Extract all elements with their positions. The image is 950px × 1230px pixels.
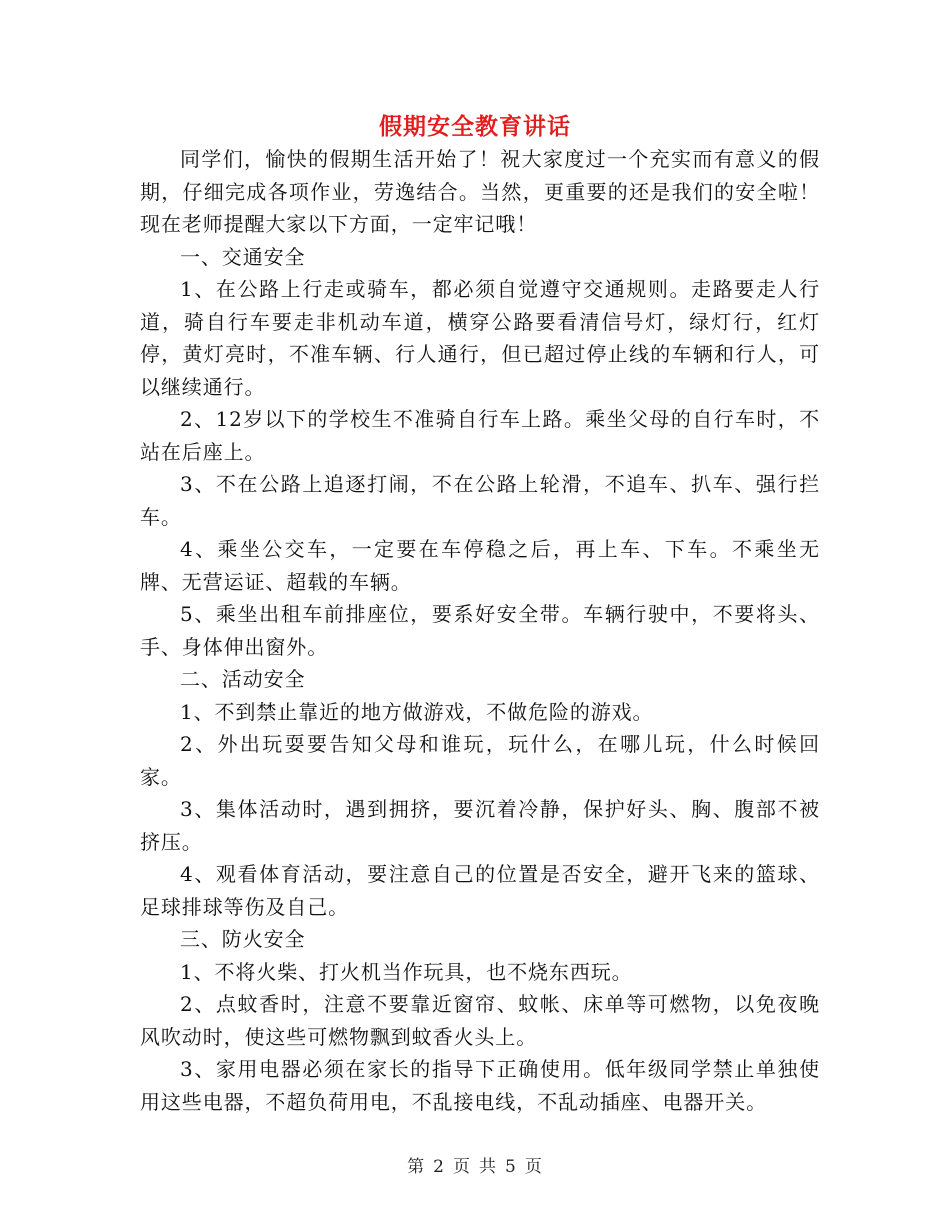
document-title: 假期安全教育讲话 — [379, 113, 571, 140]
paragraph: 2、12岁以下的学校生不准骑自行车上路。乘坐父母的自行车时，不站在后座上。 — [140, 407, 820, 464]
paragraph: 1、不到禁止靠近的地方做游戏，不做危险的游戏。 — [180, 699, 654, 724]
page-footer — [0, 1152, 950, 1177]
paragraph: 3、不在公路上追逐打闹，不在公路上轮滑，不追车、扒车、强行拦车。 — [140, 472, 820, 529]
paragraph: 5、乘坐出租车前排座位，要系好安全带。车辆行驶中，不要将头、手、身体伸出窗外。 — [140, 602, 820, 659]
document-body — [140, 143, 820, 1118]
total-pages: 5 — [505, 1157, 517, 1177]
page-prefix: 第 — [407, 1157, 426, 1177]
paragraph: 3、集体活动时，遇到拥挤，要沉着冷静，保护好头、胸、腹部不被挤压。 — [140, 797, 820, 854]
paragraph: 2、外出玩耍要告知父母和谁玩，玩什么，在哪儿玩，什么时候回家。 — [140, 732, 820, 789]
paragraph: 1、不将火柴、打火机当作玩具，也不烧东西玩。 — [180, 959, 633, 984]
paragraph: 4、观看体育活动，要注意自己的位置是否安全，避开飞来的篮球、足球排球等伤及自己。 — [140, 862, 820, 919]
page-number: 2 — [433, 1157, 445, 1177]
total-prefix: 共 — [479, 1157, 497, 1177]
page-unit: 页 — [453, 1157, 471, 1177]
total-unit: 页 — [524, 1157, 543, 1177]
paragraph: 2、点蚊香时，注意不要靠近窗帘、蚊帐、床单等可燃物，以免夜晚风吹动时，使这些可燃物飘到蚊香火头上。 — [140, 992, 820, 1049]
intro-paragraph: 同学们，愉快的假期生活开始了！祝大家度过一个充实而有意义的假期，仔细完成各项作业，劳逸结合。当然，更重要的还是我们的安全啦！现在老师提醒大家以下方面，一定牢记哦！ — [140, 147, 820, 236]
paragraph: 3、家用电器必须在家长的指导下正确使用。低年级同学禁止单独使用这些电器，不超负荷用电，不乱接电线，不乱动插座、电器开关。 — [140, 1057, 820, 1114]
paragraph: 4、乘坐公交车，一定要在车停稳之后，再上车、下车。不乘坐无牌、无营运证、超载的车辆。 — [140, 537, 820, 594]
section-heading-traffic: 一、交通安全 — [180, 244, 306, 269]
paragraph: 1、在公路上行走或骑车，都必须自觉遵守交通规则。走路要走人行道，骑自行车要走非机动车道，横穿公路要看清信号灯，绿灯行，红灯停，黄灯亮时，不准车辆、行人通行，但已超过停止线的车辆和行人，可以继续通行。 — [140, 277, 820, 399]
section-heading-fire: 三、防火安全 — [180, 927, 306, 951]
section-heading-activity: 二、活动安全 — [180, 667, 306, 691]
